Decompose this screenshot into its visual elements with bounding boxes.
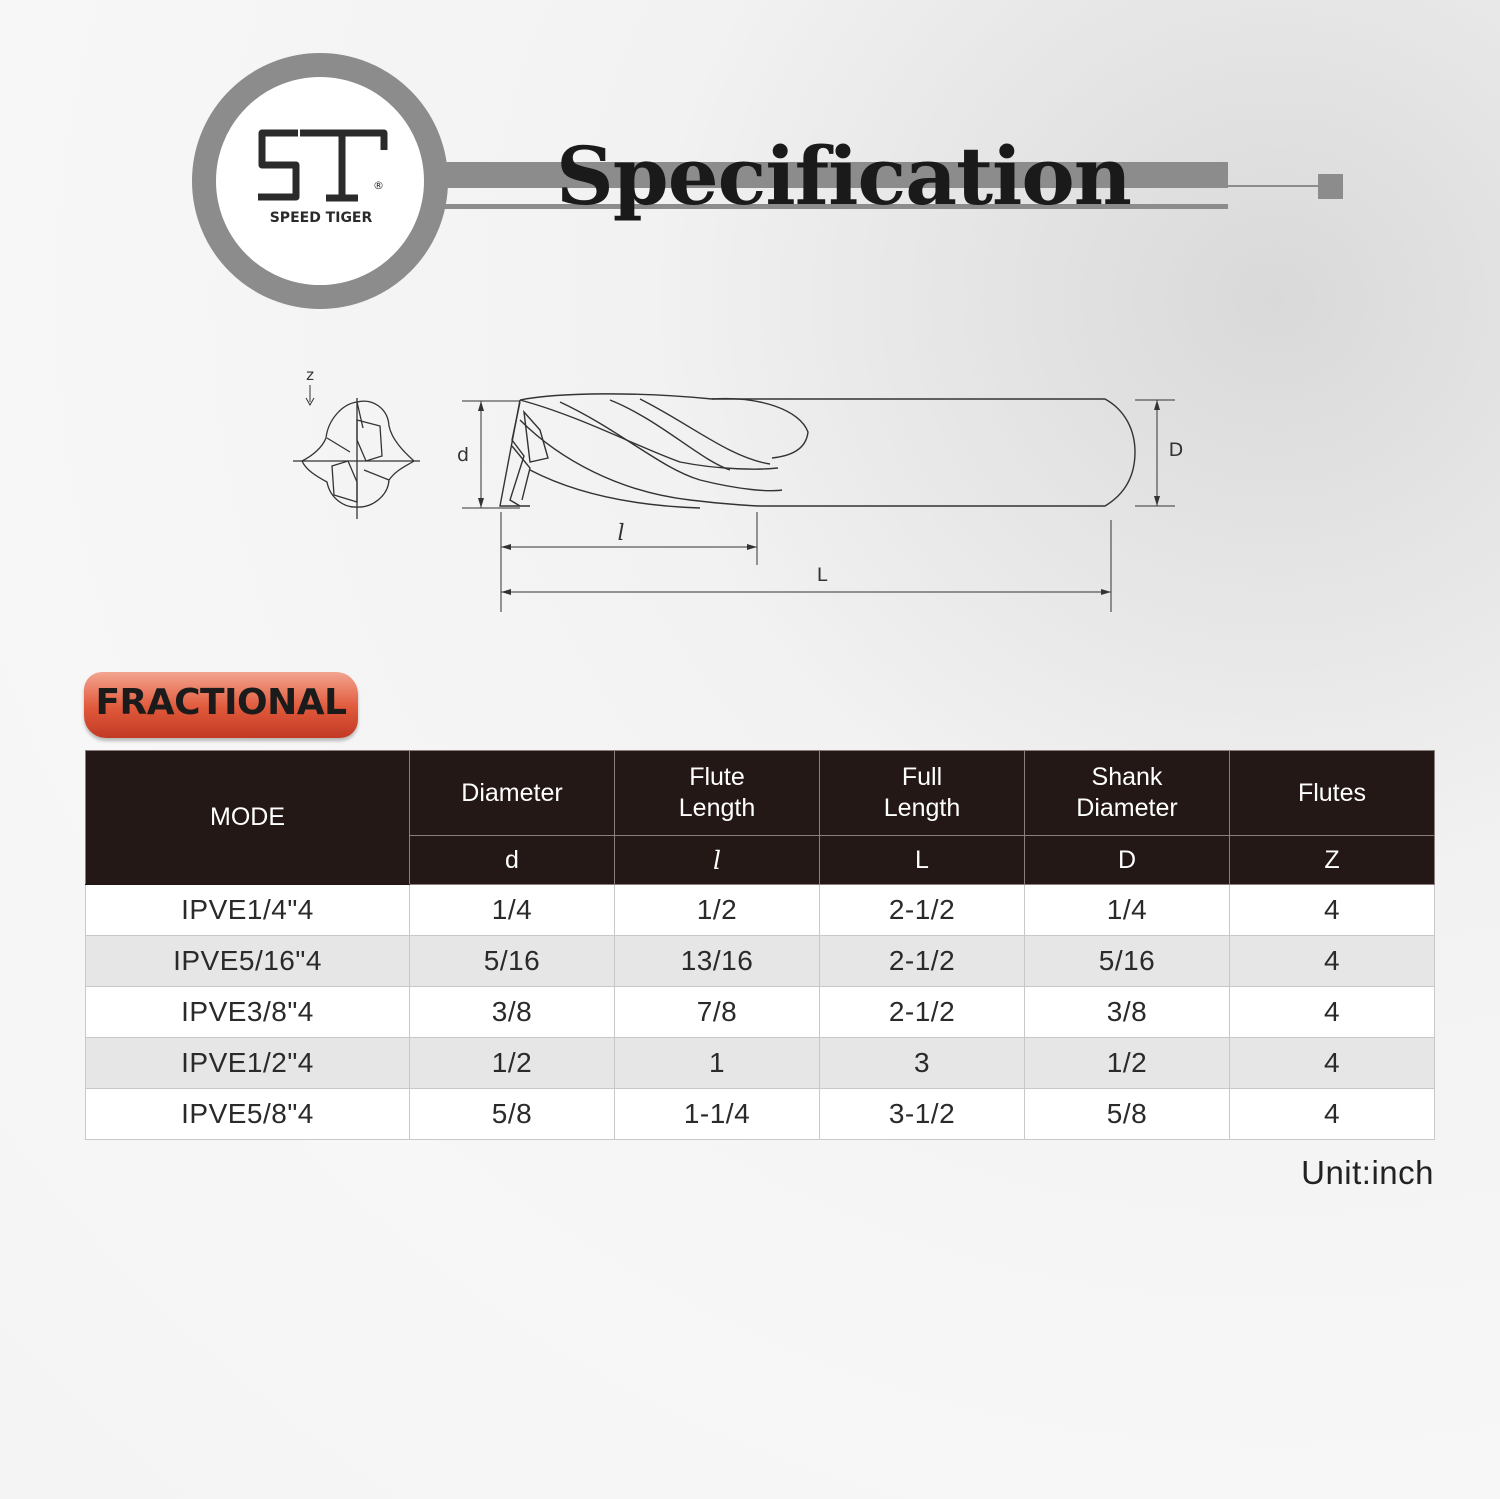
cell-diameter: 1/4 — [410, 885, 615, 936]
header-diameter: Diameter — [410, 751, 615, 836]
cell-shank-diameter: 3/8 — [1025, 987, 1230, 1038]
cell-mode: IPVE5/16"4 — [86, 936, 410, 987]
cell-flute-length: 1/2 — [615, 885, 820, 936]
symbol-shank-diameter: D — [1025, 836, 1230, 885]
cell-flute-length: 1-1/4 — [615, 1089, 820, 1140]
header-full-length-line2: Length — [883, 794, 961, 822]
logo-brand-name: SPEED TIGER — [269, 210, 373, 226]
table-row — [86, 987, 1435, 1038]
cell-flutes: 4 — [1230, 1038, 1435, 1089]
cell-shank-diameter: 5/8 — [1025, 1089, 1230, 1140]
cell-flute-length: 7/8 — [615, 987, 820, 1038]
end-mill-side-view — [500, 394, 1135, 508]
symbol-diameter: d — [410, 836, 615, 885]
label-large-diameter: D — [1168, 439, 1184, 461]
cell-full-length: 2-1/2 — [820, 885, 1025, 936]
fractional-badge — [84, 672, 358, 738]
logo-registered-mark: ® — [373, 179, 384, 192]
header-flute-length-line2: Length — [678, 794, 756, 822]
unit-note: Unit:inch — [1301, 1154, 1434, 1191]
table-header-row — [86, 751, 1435, 836]
fractional-badge-label: FRACTIONAL — [95, 682, 347, 723]
symbol-flute-length: l — [615, 836, 820, 885]
header-flute-length-line1: Flute — [689, 763, 745, 791]
cell-diameter: 3/8 — [410, 987, 615, 1038]
header — [0, 0, 1500, 330]
page-title: Specification — [556, 129, 1131, 223]
cell-shank-diameter: 5/16 — [1025, 936, 1230, 987]
cell-flutes: 4 — [1230, 987, 1435, 1038]
table-row — [86, 885, 1435, 936]
cell-flutes: 4 — [1230, 885, 1435, 936]
cell-diameter: 5/8 — [410, 1089, 615, 1140]
cell-full-length: 2-1/2 — [820, 936, 1025, 987]
cell-diameter: 1/2 — [410, 1038, 615, 1089]
header-full-length — [820, 751, 1025, 836]
header-mode: MODE — [86, 751, 410, 885]
label-full-length: L — [816, 564, 828, 586]
label-flute-length: l — [617, 521, 625, 546]
end-mill-drawing — [280, 355, 1220, 635]
cell-shank-diameter: 1/2 — [1025, 1038, 1230, 1089]
cell-mode: IPVE1/4"4 — [86, 885, 410, 936]
spec-table — [85, 750, 1435, 1140]
cell-mode: IPVE5/8"4 — [86, 1089, 410, 1140]
end-mill-svg — [280, 355, 1220, 635]
header-shank-diameter-line1: Shank — [1091, 763, 1163, 791]
cell-flute-length: 13/16 — [615, 936, 820, 987]
header-flutes: Flutes — [1230, 751, 1435, 836]
table-row — [86, 1089, 1435, 1140]
cell-flutes: 4 — [1230, 936, 1435, 987]
header-flute-length — [615, 751, 820, 836]
logo-ring — [204, 65, 436, 297]
header-shank-diameter — [1025, 751, 1230, 836]
table-row — [86, 936, 1435, 987]
symbol-full-length: L — [820, 836, 1025, 885]
cell-flutes: 4 — [1230, 1089, 1435, 1140]
axis-label: z — [306, 366, 314, 384]
title-end-square — [1318, 174, 1343, 199]
header-shank-diameter-line2: Diameter — [1076, 794, 1178, 822]
cell-full-length: 3-1/2 — [820, 1089, 1025, 1140]
cell-full-length: 2-1/2 — [820, 987, 1025, 1038]
cell-mode: IPVE1/2"4 — [86, 1038, 410, 1089]
cell-full-length: 3 — [820, 1038, 1025, 1089]
cell-shank-diameter: 1/4 — [1025, 885, 1230, 936]
cell-diameter: 5/16 — [410, 936, 615, 987]
symbol-flutes: Z — [1230, 836, 1435, 885]
end-view-icon — [293, 398, 420, 519]
cell-flute-length: 1 — [615, 1038, 820, 1089]
table-row — [86, 1038, 1435, 1089]
label-small-diameter: d — [456, 444, 470, 466]
cell-mode: IPVE3/8"4 — [86, 987, 410, 1038]
header-full-length-line1: Full — [901, 763, 943, 791]
